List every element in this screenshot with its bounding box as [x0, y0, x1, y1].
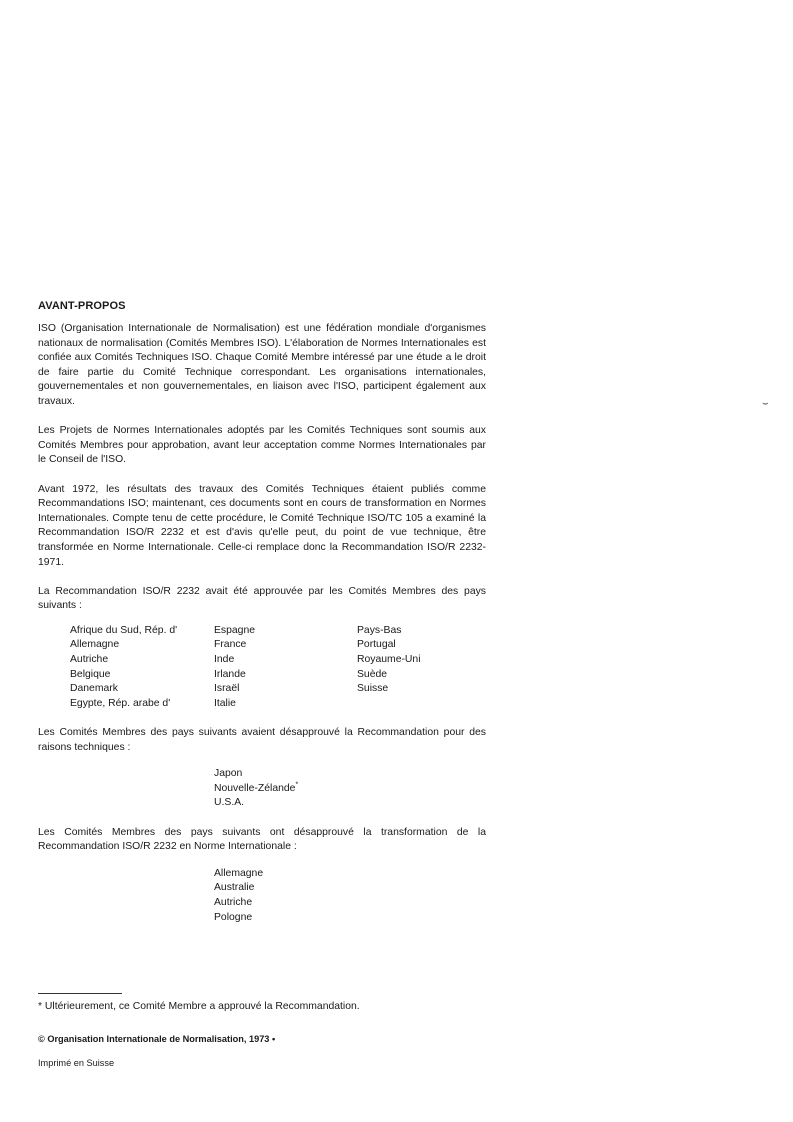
country-column-2: [214, 624, 357, 712]
list-item: Irlande: [214, 668, 246, 680]
footnote-marker: *: [295, 781, 299, 789]
list-item: Danemark: [70, 683, 118, 695]
list-item: Japon: [214, 768, 243, 780]
paragraph-approval-intro: La Recommandation ISO/R 2232 avait été approuvée par les Comités Membres des pays suivants :: [38, 585, 486, 612]
list-item: Egypte, Rép. arabe d': [70, 697, 171, 709]
margin-mark: ⌣: [762, 398, 769, 409]
list-item: France: [214, 639, 247, 651]
list-item: Italie: [214, 697, 236, 709]
transformation-disapproving-list: [214, 867, 486, 925]
list-item: Royaume-Uni: [357, 654, 421, 666]
paragraph-disapproval-intro: Les Comités Membres des pays suivants avaient désapprouvé la Recommandation pour des raisons techniques :: [38, 727, 486, 753]
page-title: AVANT-PROPOS: [38, 300, 126, 312]
list-item: Pologne: [214, 911, 253, 923]
paragraph-iso-intro: ISO (Organisation Internationale de Normalisation) est une fédération mondiale d'organismes nationaux de normalisation (Comités Membres ISO). L'élaboration de Normes Internationales est confiée aux Comités Techniques ISO. Chaque Comité Membre intéressé par une étude a le droit de faire partie du Comité Technique correspondant. Les organisations internationales, gouvernementales et non gouvernementales, en liaison avec l'ISO, participent également aux travaux.: [38, 323, 486, 407]
list-item: Australie: [214, 882, 255, 894]
paragraph-history: Avant 1972, les résultats des travaux des Comités Techniques étaient publiés comme Recommandations ISO; maintenant, ces documents sont en cours de transformation en Normes Internationales. Compte tenu de cette procédure, le Comité Technique ISO/TC 105 a examiné la Recommandation ISO/R 2232 et est d'avis qu'elle peut, du point de vue technique, être transformée en Norme Internationale. Celle-ci remplace donc la Recommandation ISO/R 2232-1971.: [38, 483, 486, 568]
list-item: Suisse: [357, 683, 389, 695]
list-item: Israël: [214, 683, 240, 695]
list-item: Inde: [214, 654, 235, 666]
list-item: [214, 782, 486, 797]
approving-countries-list: [38, 624, 486, 712]
disapproving-countries-list: [214, 767, 486, 811]
list-item: Allemagne: [70, 639, 120, 651]
list-item: Espagne: [214, 624, 256, 636]
list-item: Suède: [357, 668, 388, 680]
country-column-1: [70, 624, 214, 712]
copyright-line: © Organisation Internationale de Normalisation, 1973 •: [38, 1034, 276, 1044]
paragraph-draft-standards: Les Projets de Normes Internationales adoptés par les Comités Techniques sont soumis aux Comités Membres pour approbation, avant leur acceptation comme Normes Internationales par le Conseil de l'ISO.: [38, 425, 486, 466]
list-item: Portugal: [357, 639, 396, 651]
list-item: Autriche: [70, 654, 109, 666]
list-item: Allemagne: [214, 867, 264, 879]
footnote-divider: [38, 993, 122, 994]
printed-in-line: Imprimé en Suisse: [38, 1058, 115, 1068]
list-item: Autriche: [214, 896, 253, 908]
list-item: Pays-Bas: [357, 624, 402, 636]
document-body: [38, 300, 486, 940]
list-item: Afrique du Sud, Rép. d': [70, 624, 178, 636]
list-item: Belgique: [70, 668, 111, 680]
footnote: * Ultérieurement, ce Comité Membre a approuvé la Recommandation.: [38, 1001, 360, 1012]
list-item: U.S.A.: [214, 797, 245, 809]
list-item-label: Nouvelle-Zélande: [214, 782, 296, 794]
country-column-3: [357, 624, 477, 712]
paragraph-transformation-intro: Les Comités Membres des pays suivants ont désapprouvé la transformation de la Recommandation ISO/R 2232 en Norme Internationale :: [38, 826, 486, 853]
